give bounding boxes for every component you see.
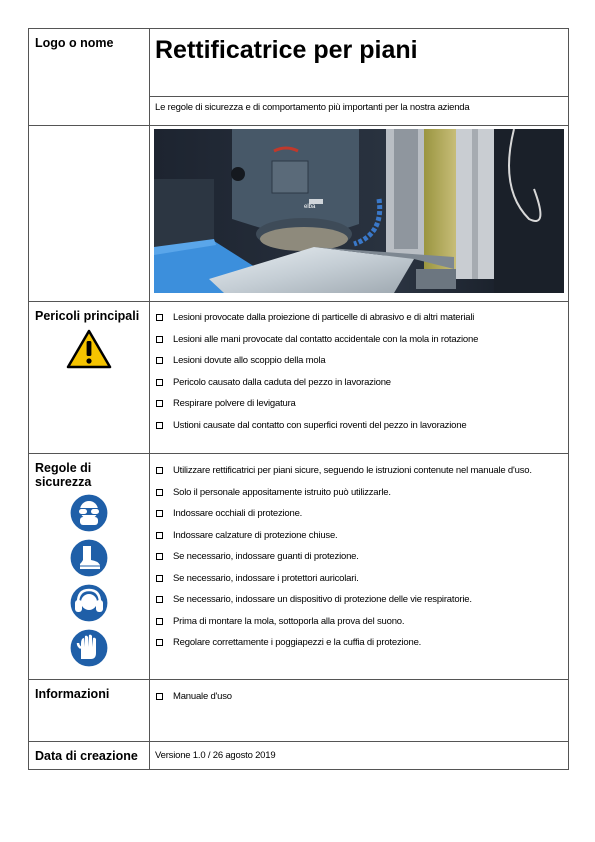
checkbox-icon bbox=[156, 467, 163, 474]
photo-cell bbox=[150, 126, 569, 302]
list-item: Prima di montare la mola, sottoporla alla prova del suono. bbox=[156, 613, 562, 630]
rules-list-cell bbox=[150, 454, 569, 680]
checkbox-icon bbox=[156, 618, 163, 625]
protective-gloves-icon bbox=[69, 628, 109, 668]
info-list-cell bbox=[150, 680, 569, 742]
creation-label-cell bbox=[29, 742, 150, 770]
list-item: Ustioni causate dal contatto con superfici roventi del pezzo in lavorazione bbox=[156, 417, 562, 434]
checkbox-icon bbox=[156, 639, 163, 646]
list-item: Utilizzare rettificatrici per piani sicure, seguendo le istruzioni contenute nel manuale d'uso. bbox=[156, 462, 562, 479]
info-label: Informazioni bbox=[35, 687, 110, 701]
eye-protection-icon bbox=[69, 493, 109, 533]
ear-protection-icon bbox=[69, 583, 109, 623]
info-label-cell bbox=[29, 680, 150, 742]
rules-list bbox=[150, 454, 568, 651]
checkbox-icon bbox=[156, 553, 163, 560]
title-cell bbox=[150, 29, 569, 97]
checkbox-icon bbox=[156, 532, 163, 539]
safety-sheet bbox=[28, 28, 569, 770]
list-item: Indossare occhiali di protezione. bbox=[156, 505, 562, 522]
list-item: Pericolo causato dalla caduta del pezzo in lavorazione bbox=[156, 374, 562, 391]
list-item: Se necessario, indossare guanti di protezione. bbox=[156, 548, 562, 565]
list-item: Respirare polvere di levigatura bbox=[156, 395, 562, 412]
checkbox-icon bbox=[156, 314, 163, 321]
list-item: Lesioni alle mani provocate dal contatto accidentale con la mola in rotazione bbox=[156, 331, 562, 348]
checkbox-icon bbox=[156, 575, 163, 582]
hazards-list bbox=[150, 302, 568, 434]
checkbox-icon bbox=[156, 489, 163, 496]
list-item: Lesioni provocate dalla proiezione di particelle di abrasivo e di altri materiali bbox=[156, 309, 562, 326]
machine-plate: elba bbox=[304, 204, 316, 210]
rules-label: Regole di sicurezza bbox=[35, 461, 92, 489]
subtitle-cell bbox=[150, 97, 569, 126]
logo-label: Logo o nome bbox=[35, 36, 114, 50]
page-title: Rettificatrice per piani bbox=[155, 36, 418, 64]
logo-cell bbox=[29, 29, 150, 126]
list-item: Solo il personale appositamente istruito può utilizzarle. bbox=[156, 484, 562, 501]
list-item: Manuale d'uso bbox=[156, 688, 562, 705]
list-item: Indossare calzature di protezione chiuse. bbox=[156, 527, 562, 544]
checkbox-icon bbox=[156, 693, 163, 700]
safety-boots-icon bbox=[69, 538, 109, 578]
info-list bbox=[150, 680, 568, 705]
creation-label: Data di creazione bbox=[35, 749, 138, 763]
creation-value: Versione 1.0 / 26 agosto 2019 bbox=[155, 750, 276, 761]
checkbox-icon bbox=[156, 336, 163, 343]
warning-triangle-icon bbox=[66, 329, 112, 369]
checkbox-icon bbox=[156, 357, 163, 364]
checkbox-icon bbox=[156, 510, 163, 517]
rules-label-cell bbox=[29, 454, 150, 680]
photo-label-cell bbox=[29, 126, 150, 302]
checkbox-icon bbox=[156, 400, 163, 407]
machine-photo bbox=[154, 129, 564, 293]
hazards-label-cell bbox=[29, 302, 150, 454]
checkbox-icon bbox=[156, 596, 163, 603]
list-item: Regolare correttamente i poggiapezzi e la cuffia di protezione. bbox=[156, 634, 562, 651]
checkbox-icon bbox=[156, 379, 163, 386]
list-item: Se necessario, indossare un dispositivo di protezione delle vie respiratorie. bbox=[156, 591, 562, 608]
hazards-label: Pericoli principali bbox=[35, 309, 140, 323]
list-item: Lesioni dovute allo scoppio della mola bbox=[156, 352, 562, 369]
creation-value-cell bbox=[150, 742, 569, 770]
list-item: Se necessario, indossare i protettori auricolari. bbox=[156, 570, 562, 587]
checkbox-icon bbox=[156, 422, 163, 429]
hazards-list-cell bbox=[150, 302, 569, 454]
page-subtitle: Le regole di sicurezza e di comportamento più importanti per la nostra azienda bbox=[155, 102, 470, 113]
